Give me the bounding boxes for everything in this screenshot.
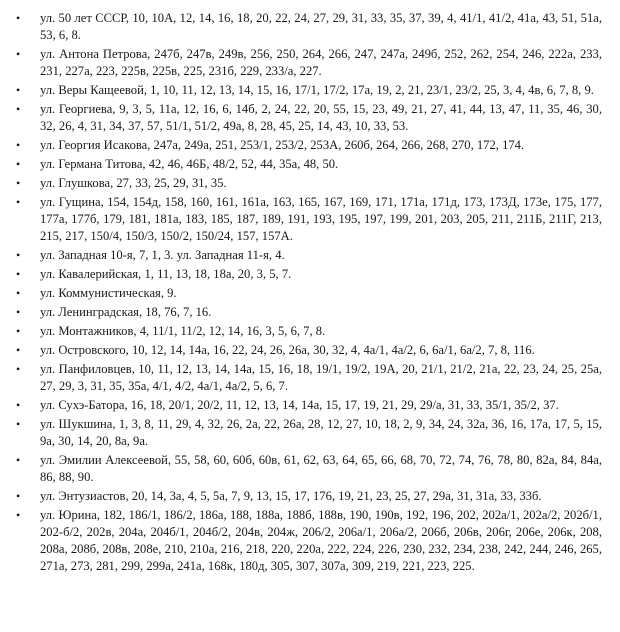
list-item	[14, 452, 602, 486]
street-entry: ул. Шукшина, 1, 3, 8, 11, 29, 4, 32, 26, 2а, 22, 26а, 28, 12, 27, 10, 18, 2, 9, 34, 24, 32а, 36, 16, 17а, 17, 5, 15, 9а, 30, 14, 20, 8а, 9а.	[40, 417, 602, 448]
list-item	[14, 194, 602, 245]
street-entry: ул. Энтузиастов, 20, 14, 3а, 4, 5, 5а, 7, 9, 13, 15, 17, 176, 19, 21, 23, 25, 27, 29а, 31, 31а, 33, 33б.	[40, 489, 542, 503]
bullet-icon: •	[16, 11, 21, 25]
bullet-icon: •	[16, 157, 21, 171]
bullet-icon: •	[16, 176, 21, 190]
list-item	[14, 266, 602, 283]
list-item	[14, 397, 602, 414]
list-item	[14, 488, 602, 505]
list-item	[14, 156, 602, 173]
street-entry: ул. Антона Петрова, 247б, 247в, 249в, 256, 250, 264, 266, 247, 247а, 249б, 252, 262, 254, 246, 222а, 233, 231, 227а, 223, 225в, 225в, 225, 231б, 229, 233/а, 227.	[40, 47, 602, 78]
list-item	[14, 101, 602, 135]
bullet-icon: •	[16, 343, 21, 357]
street-entry: ул. Сухэ-Батора, 16, 18, 20/1, 20/2, 11, 12, 13, 14, 14а, 15, 17, 19, 21, 29, 29/а, 31, 33, 35/1, 35/2, 37.	[40, 398, 559, 412]
bullet-icon: •	[16, 138, 21, 152]
list-item	[14, 304, 602, 321]
street-entry: ул. Георгиева, 9, 3, 5, 11а, 12, 16, 6, 14б, 2, 24, 22, 20, 55, 15, 23, 49, 21, 27, 41, 44, 13, 47, 11, 35, 46, 30, 32, 26, 4, 31, 34, 37, 57, 51/1, 51/2, 49а, 8, 28, 45, 25, 14, 43, 10, 33, 53.	[40, 102, 602, 133]
street-entry: ул. Гущина, 154, 154д, 158, 160, 161, 161а, 163, 165, 167, 169, 171, 171а, 171д, 173, 173Д, 173е, 175, 177, 177а, 177б, 179, 181, 181а, 183, 185, 187, 189, 191, 193, 195, 197, 199, 201, 203, 205, 211, 211Б, 211Г, 213, 215, 217, 150/4, 150/3, 150/2, 150/24, 157, 157А.	[40, 195, 602, 243]
list-item	[14, 82, 602, 99]
list-item	[14, 342, 602, 359]
bullet-icon: •	[16, 362, 21, 376]
street-entry: ул. Веры Кащеевой, 1, 10, 11, 12, 13, 14, 15, 16, 17/1, 17/2, 17а, 19, 2, 21, 23/1, 23/2, 25, 3, 4, 4в, 6, 7, 8, 9.	[40, 83, 594, 97]
bullet-icon: •	[16, 286, 21, 300]
street-entry: ул. 50 лет СССР, 10, 10А, 12, 14, 16, 18, 20, 22, 24, 27, 29, 31, 33, 35, 37, 39, 4, 41/1, 41/2, 41а, 43, 51, 51а, 53, 6, 8.	[40, 11, 602, 42]
bullet-icon: •	[16, 248, 21, 262]
bullet-icon: •	[16, 453, 21, 467]
bullet-icon: •	[16, 102, 21, 116]
street-entry: ул. Коммунистическая, 9.	[40, 286, 177, 300]
street-entry: ул. Островского, 10, 12, 14, 14а, 16, 22, 24, 26, 26а, 30, 32, 4, 4а/1, 4а/2, 6, 6а/1, 6а/2, 7, 8, 116.	[40, 343, 535, 357]
bullet-icon: •	[16, 83, 21, 97]
list-item	[14, 323, 602, 340]
street-entry: ул. Монтажников, 4, 11/1, 11/2, 12, 14, 16, 3, 5, 6, 7, 8.	[40, 324, 326, 338]
list-item	[14, 416, 602, 450]
street-entry: ул. Западная 10-я, 7, 1, 3. ул. Западная 11-я, 4.	[40, 248, 285, 262]
bullet-icon: •	[16, 47, 21, 61]
list-item	[14, 10, 602, 44]
street-entry: ул. Георгия Исакова, 247а, 249а, 251, 253/1, 253/2, 253А, 260б, 264, 266, 268, 270, 172, 174.	[40, 138, 525, 152]
bullet-icon: •	[16, 508, 21, 522]
list-item	[14, 507, 602, 575]
street-entry: ул. Глушкова, 27, 33, 25, 29, 31, 35.	[40, 176, 227, 190]
list-item	[14, 175, 602, 192]
bullet-icon: •	[16, 324, 21, 338]
list-item	[14, 361, 602, 395]
street-entry: ул. Ленинградская, 18, 76, 7, 16.	[40, 305, 212, 319]
bullet-icon: •	[16, 267, 21, 281]
street-address-list	[14, 10, 602, 575]
bullet-icon: •	[16, 305, 21, 319]
list-item	[14, 247, 602, 264]
street-entry: ул. Юрина, 182, 186/1, 186/2, 186а, 188, 188а, 188б, 188в, 190, 190в, 192, 196, 202, 202а/1, 202а/2, 202б/1, 202-б/2, 202в, 204а, 204б/1, 204б/2, 204в, 204ж, 206/2, 206а/1, 206а/2, 206б, 206в, 206г, 206е, 206к, 208, 208а, 208б, 208в, 208е, 210, 210а, 216, 218, 220, 220а, 222, 224, 226, 230, 232, 234, 238, 242, 244, 246, 265, 271а, 273, 281, 299, 299а, 241а, 168к, 180д, 305, 307, 307а, 309, 219, 221, 223, 225.	[40, 508, 602, 573]
street-entry: ул. Кавалерийская, 1, 11, 13, 18, 18а, 20, 3, 5, 7.	[40, 267, 292, 281]
street-entry: ул. Германа Титова, 42, 46, 46Б, 48/2, 52, 44, 35а, 48, 50.	[40, 157, 339, 171]
street-entry: ул. Панфиловцев, 10, 11, 12, 13, 14, 14а, 15, 16, 18, 19/1, 19/2, 19А, 20, 21/1, 21/2, 21а, 22, 23, 24, 25, 25а, 27, 29, 3, 31, 35, 35а, 4/1, 4/2, 4а/1, 4а/2, 5, 6, 7.	[40, 362, 602, 393]
list-item	[14, 46, 602, 80]
list-item	[14, 285, 602, 302]
bullet-icon: •	[16, 195, 21, 209]
list-item	[14, 137, 602, 154]
bullet-icon: •	[16, 398, 21, 412]
bullet-icon: •	[16, 489, 21, 503]
bullet-icon: •	[16, 417, 21, 431]
street-entry: ул. Эмилии Алексеевой, 55, 58, 60, 60б, 60в, 61, 62, 63, 64, 65, 66, 68, 70, 72, 74, 76, 78, 80, 82а, 84, 84а, 86, 88, 90.	[40, 453, 602, 484]
